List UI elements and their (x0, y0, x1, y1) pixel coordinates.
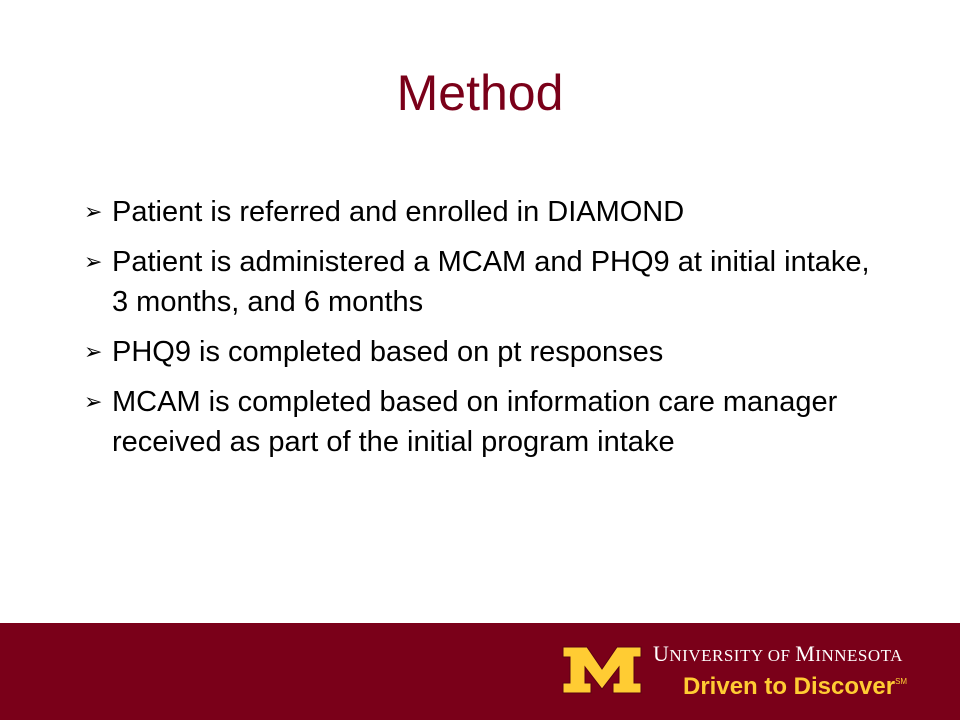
arrow-bullet-icon: ➢ (84, 389, 103, 414)
block-m-logo-icon (561, 645, 643, 695)
slide-title: Method (396, 65, 564, 121)
bullet-item (84, 382, 884, 462)
university-name: UNIVERSITY OF MINNESOTA (653, 641, 903, 666)
arrow-bullet-icon: ➢ (84, 199, 103, 224)
footer-bar (0, 623, 960, 720)
bullet-text: PHQ9 is completed based on pt responses (112, 336, 664, 368)
bullet-item (84, 332, 884, 372)
bullet-text: Patient is administered a MCAM and PHQ9 at initial intake, 3 months, and 6 months (112, 246, 870, 318)
bullet-list (84, 192, 884, 472)
tagline: Driven to Discover℠ (683, 673, 908, 700)
arrow-bullet-icon: ➢ (84, 339, 103, 364)
bullet-text: MCAM is completed based on information care manager received as part of the initial program intake (112, 386, 838, 458)
bullet-text: Patient is referred and enrolled in DIAMOND (112, 196, 685, 228)
service-mark: SM (895, 677, 908, 686)
bullet-item (84, 192, 884, 232)
bullet-item (84, 242, 884, 322)
arrow-bullet-icon: ➢ (84, 249, 103, 274)
